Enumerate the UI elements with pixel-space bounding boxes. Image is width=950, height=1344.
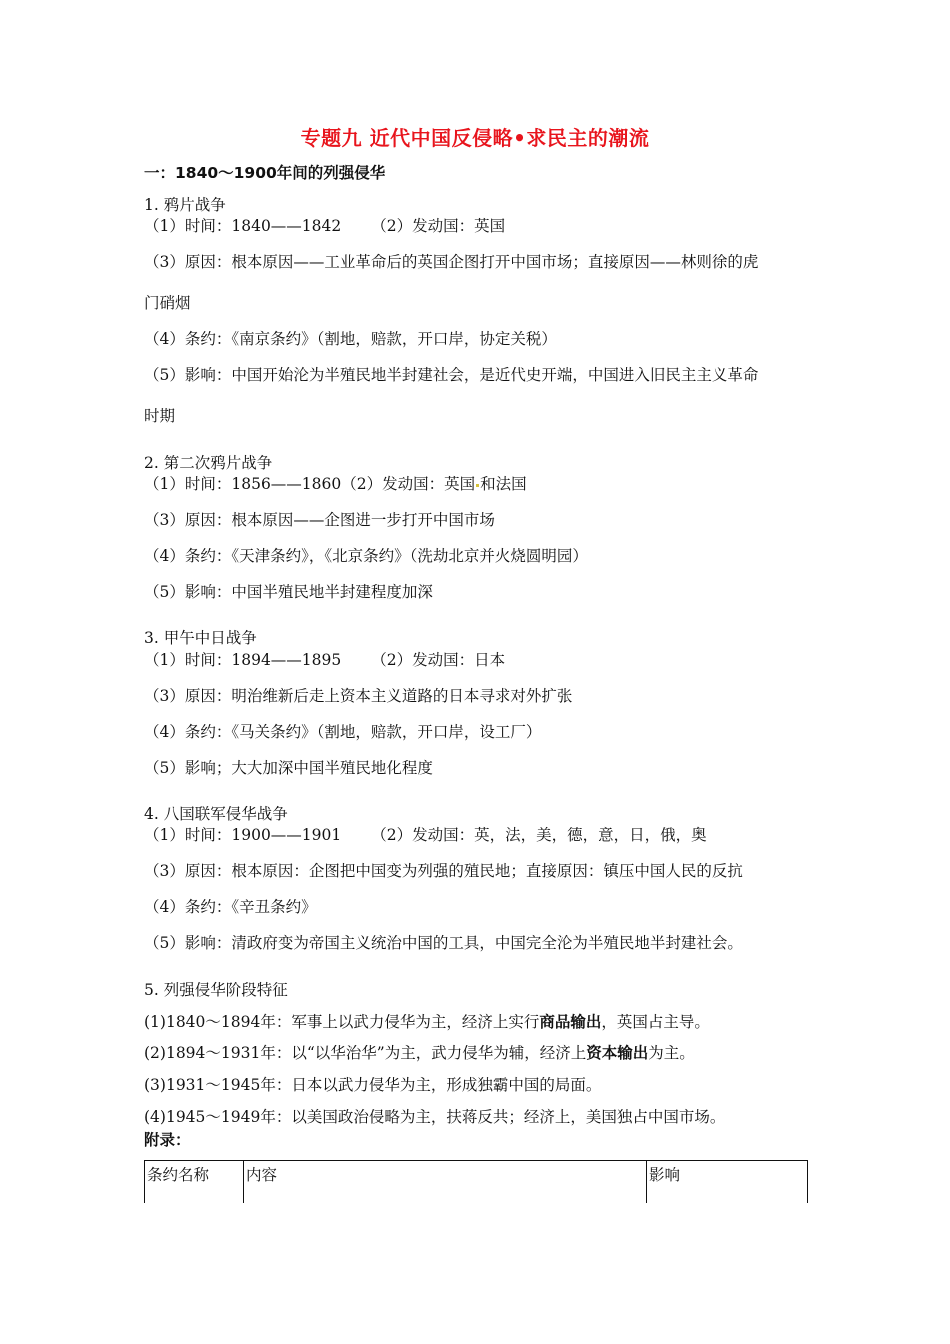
table-header-row	[145, 1161, 808, 1204]
appendix-label: 附录：	[144, 1131, 191, 1149]
appendix-table	[144, 1160, 808, 1203]
war3-time-line	[144, 650, 505, 670]
war4-time-line	[144, 825, 707, 845]
section-heading: 一：1840～1900年间的列强侵华	[144, 164, 386, 182]
war1-impact-2: 时期	[144, 407, 176, 425]
column-header-content: 内容	[244, 1161, 647, 1204]
war2-cause: （3）原因：根本原因——企图进一步打开中国市场	[144, 511, 495, 529]
war4-time: （1）时间：1900——1901	[144, 826, 342, 844]
stage-2-text-end: 为主。	[648, 1044, 695, 1062]
war1-time: （1）时间：1840——1842	[144, 217, 342, 235]
war3-heading: 3. 甲午中日战争	[144, 629, 257, 647]
stage-1	[144, 1012, 710, 1032]
war4-initiator: （2）发动国：英，法，美，德，意，日，俄，奥	[371, 826, 707, 844]
war4-impact: （5）影响：清政府变为帝国主义统治中国的工具，中国完全沦为半殖民地半封建社会。	[144, 934, 743, 952]
war2-impact: （5）影响：中国半殖民地半封建程度加深	[144, 583, 433, 601]
stage-1-text: (1)1840～1894年：军事上以武力侵华为主，经济上实行	[144, 1013, 540, 1031]
page-title: 专题九 近代中国反侵略•求民主的潮流	[300, 126, 650, 150]
stage-1-keyword: 商品输出	[539, 1013, 602, 1031]
war1-cause-1: （3）原因：根本原因——工业革命后的英国企图打开中国市场；直接原因——林则徐的虎	[144, 253, 759, 271]
stage-1-text-end: ，英国占主导。	[601, 1013, 710, 1031]
war1-heading: 1. 鸦片战争	[144, 196, 226, 214]
stage-2	[144, 1043, 695, 1063]
war3-impact: （5）影响；大大加深中国半殖民地化程度	[144, 759, 433, 777]
war2-treaty: （4）条约：《天津条约》，《北京条约》（洗劫北京并火烧圆明园）	[144, 547, 588, 565]
war1-treaty: （4）条约：《南京条约》（割地，赔款，开口岸，协定关税）	[144, 330, 557, 348]
stage-2-text: (2)1894～1931年：以“以华治华”为主，武力侵华为辅，经济上	[144, 1044, 587, 1062]
war1-impact-1: （5）影响：中国开始沦为半殖民地半封建社会，是近代史开端，中国进入旧民主主义革命	[144, 366, 759, 384]
war2-time-line	[144, 474, 527, 494]
war2-heading: 2. 第二次鸦片战争	[144, 454, 273, 472]
war1-cause-2: 门硝烟	[144, 294, 191, 312]
stage-4: (4)1945～1949年：以美国政治侵略为主，扶蒋反共；经济上，美国独占中国市场。	[144, 1108, 726, 1126]
column-header-impact: 影响	[647, 1161, 808, 1204]
war1-time-line	[144, 216, 505, 236]
war2-initiator-2: 和法国	[480, 475, 527, 493]
war2-time-initiator: （1）时间：1856——1860（2）发动国：英国	[144, 475, 476, 493]
stage-2-keyword: 资本输出	[586, 1044, 649, 1062]
war4-cause: （3）原因：根本原因：企图把中国变为列强的殖民地；直接原因：镇压中国人民的反抗	[144, 862, 743, 880]
ink-dot	[476, 484, 479, 487]
war3-initiator: （2）发动国：日本	[371, 651, 506, 669]
war4-heading: 4. 八国联军侵华战争	[144, 805, 288, 823]
column-header-treaty-name: 条约名称	[145, 1161, 244, 1204]
war4-treaty: （4）条约：《辛丑条约》	[144, 898, 317, 916]
war3-cause: （3）原因：明治维新后走上资本主义道路的日本寻求对外扩张	[144, 687, 573, 705]
war1-initiator: （2）发动国：英国	[371, 217, 506, 235]
war3-treaty: （4）条约：《马关条约》（割地，赔款，开口岸，设工厂）	[144, 723, 542, 741]
stages-heading: 5. 列强侵华阶段特征	[144, 981, 288, 999]
stage-3: (3)1931～1945年：日本以武力侵华为主，形成独霸中国的局面。	[144, 1076, 602, 1094]
war3-time: （1）时间：1894——1895	[144, 651, 342, 669]
